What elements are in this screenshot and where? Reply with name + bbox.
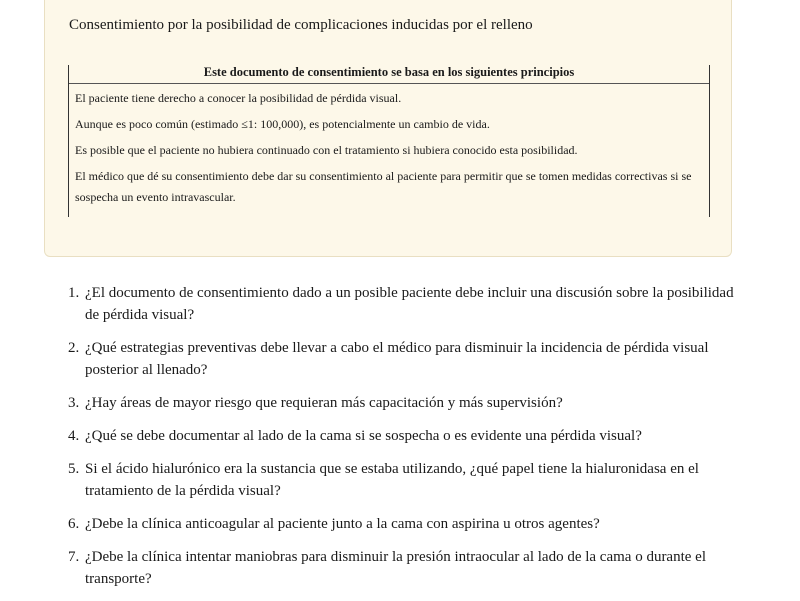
question-text: ¿Debe la clínica anticoagular al paciente junto a la cama con aspirina u otros agentes?: [85, 516, 600, 532]
question-number: 7.: [68, 549, 80, 565]
questions-list: [68, 282, 748, 601]
question-number: 4.: [68, 428, 80, 444]
question-text: ¿Hay áreas de mayor riesgo que requieran más capacitación y más supervisión?: [85, 395, 563, 411]
principle-item: Aunque es poco común (estimado ≤1: 100,000), es potencialmente un cambio de vida.: [75, 117, 490, 131]
principles-header: Este documento de consentimiento se basa en los siguientes principios: [69, 65, 709, 84]
question-number: 5.: [68, 461, 80, 477]
question-item: [68, 458, 748, 502]
principle-item: Es posible que el paciente no hubiera continuado con el tratamiento si hubiera conocido esta posibilidad.: [75, 143, 578, 157]
question-item: [68, 425, 748, 447]
question-item: [68, 392, 748, 414]
question-text: ¿Qué se debe documentar al lado de la cama si se sospecha o es evidente una pérdida visual?: [85, 428, 642, 444]
question-item: [68, 513, 748, 535]
principles-list: [69, 84, 709, 208]
question-text: Si el ácido hialurónico era la sustancia que se estaba utilizando, ¿qué papel tiene la hialuronidasa en el tratamiento de la pérdida visual?: [85, 461, 699, 499]
question-item: [68, 282, 748, 326]
question-item: [68, 546, 748, 590]
consent-title: Consentimiento por la posibilidad de complicaciones inducidas por el relleno: [69, 17, 533, 33]
principles-table: [68, 65, 710, 217]
consent-box: [44, 0, 732, 257]
question-number: 2.: [68, 340, 80, 356]
question-text: ¿Qué estrategias preventivas debe llevar a cabo el médico para disminuir la incidencia de pérdida visual posterior al llenado?: [85, 340, 709, 378]
principle-item: El paciente tiene derecho a conocer la posibilidad de pérdida visual.: [75, 91, 402, 105]
question-number: 3.: [68, 395, 80, 411]
question-text: ¿El documento de consentimiento dado a un posible paciente debe incluir una discusión sobre la posibilidad de pérdida visual?: [85, 285, 734, 323]
principle-item: El médico que dé su consentimiento debe dar su consentimiento al paciente para permitir que se tomen medidas correctivas si se sospecha un evento intravascular.: [75, 169, 692, 204]
question-number: 1.: [68, 285, 80, 301]
question-number: 6.: [68, 516, 80, 532]
question-item: [68, 337, 748, 381]
question-text: ¿Debe la clínica intentar maniobras para disminuir la presión intraocular al lado de la cama o durante el transporte?: [85, 549, 706, 587]
